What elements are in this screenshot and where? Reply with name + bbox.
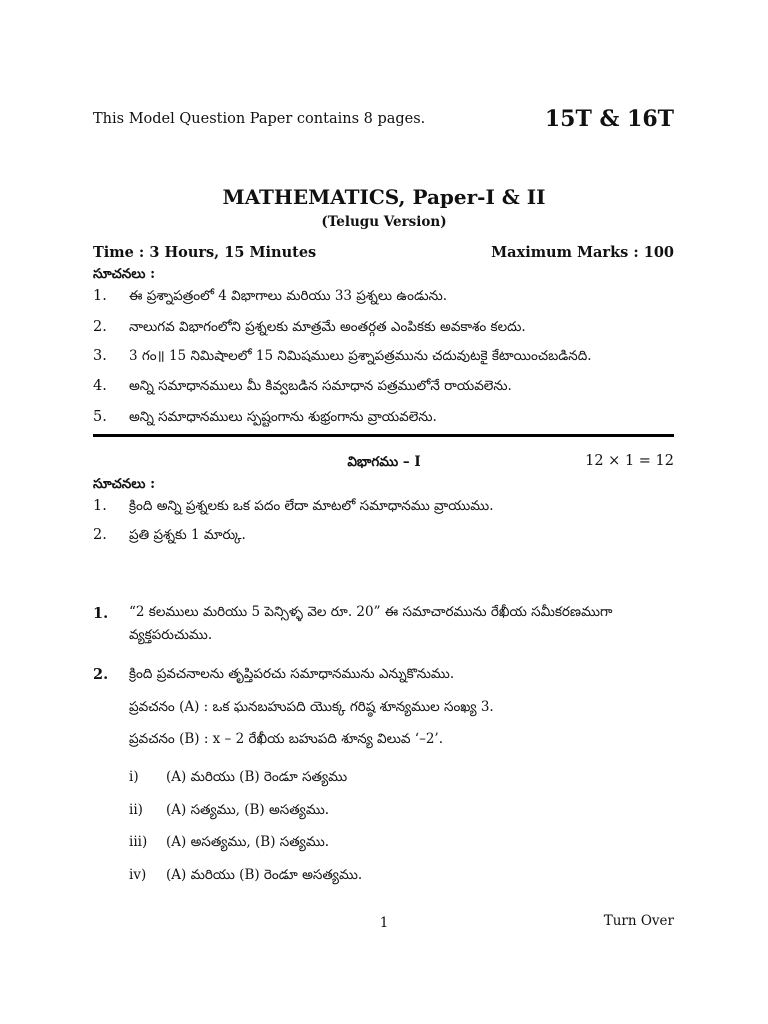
question-text: క్రింది ప్రవచనాలను తృప్తిపరచు సమాధానమును ఎన్నుకొనుము. xyxy=(129,666,455,682)
question-number: 2. xyxy=(93,666,109,683)
time-allowed: Time : 3 Hours, 15 Minutes xyxy=(93,244,317,261)
paper-title: MATHEMATICS, Paper-I & II xyxy=(222,185,546,209)
question-text: “2 కలములు మరియు 5 పెన్సిళ్ళ వెల రూ. 20” ఈ సమాచారమును రేఖీయ సమీకరణముగా xyxy=(129,604,613,620)
section-instructions-heading: సూచనలు : xyxy=(93,476,156,492)
pages-note: This Model Question Paper contains 8 pages. xyxy=(93,111,426,127)
maximum-marks: Maximum Marks : 100 xyxy=(491,244,674,261)
question-number: 1. xyxy=(93,605,109,622)
statement-a: ప్రవచనం (A) : ఒక ఘనబహుపది యొక్క గరిష్ఠ శూన్యముల సంఖ్య 3. xyxy=(129,699,494,715)
page-number: 1 xyxy=(379,915,389,931)
section-marks: 12 × 1 = 12 xyxy=(585,453,674,469)
question-text-continued: వ్యక్తపరుచుము. xyxy=(129,627,213,643)
section-divider xyxy=(93,434,674,437)
paper-version: (Telugu Version) xyxy=(321,214,447,230)
turn-over-note: Turn Over xyxy=(603,913,674,929)
instructions-heading: సూచనలు : xyxy=(93,266,156,282)
statement-b: ప్రవచనం (B) : x – 2 రేఖీయ బహుపది శూన్య విలువ ‘–2’. xyxy=(129,731,443,747)
paper-code: 15T & 16T xyxy=(544,106,674,132)
section-title: విభాగము – I xyxy=(347,454,421,470)
